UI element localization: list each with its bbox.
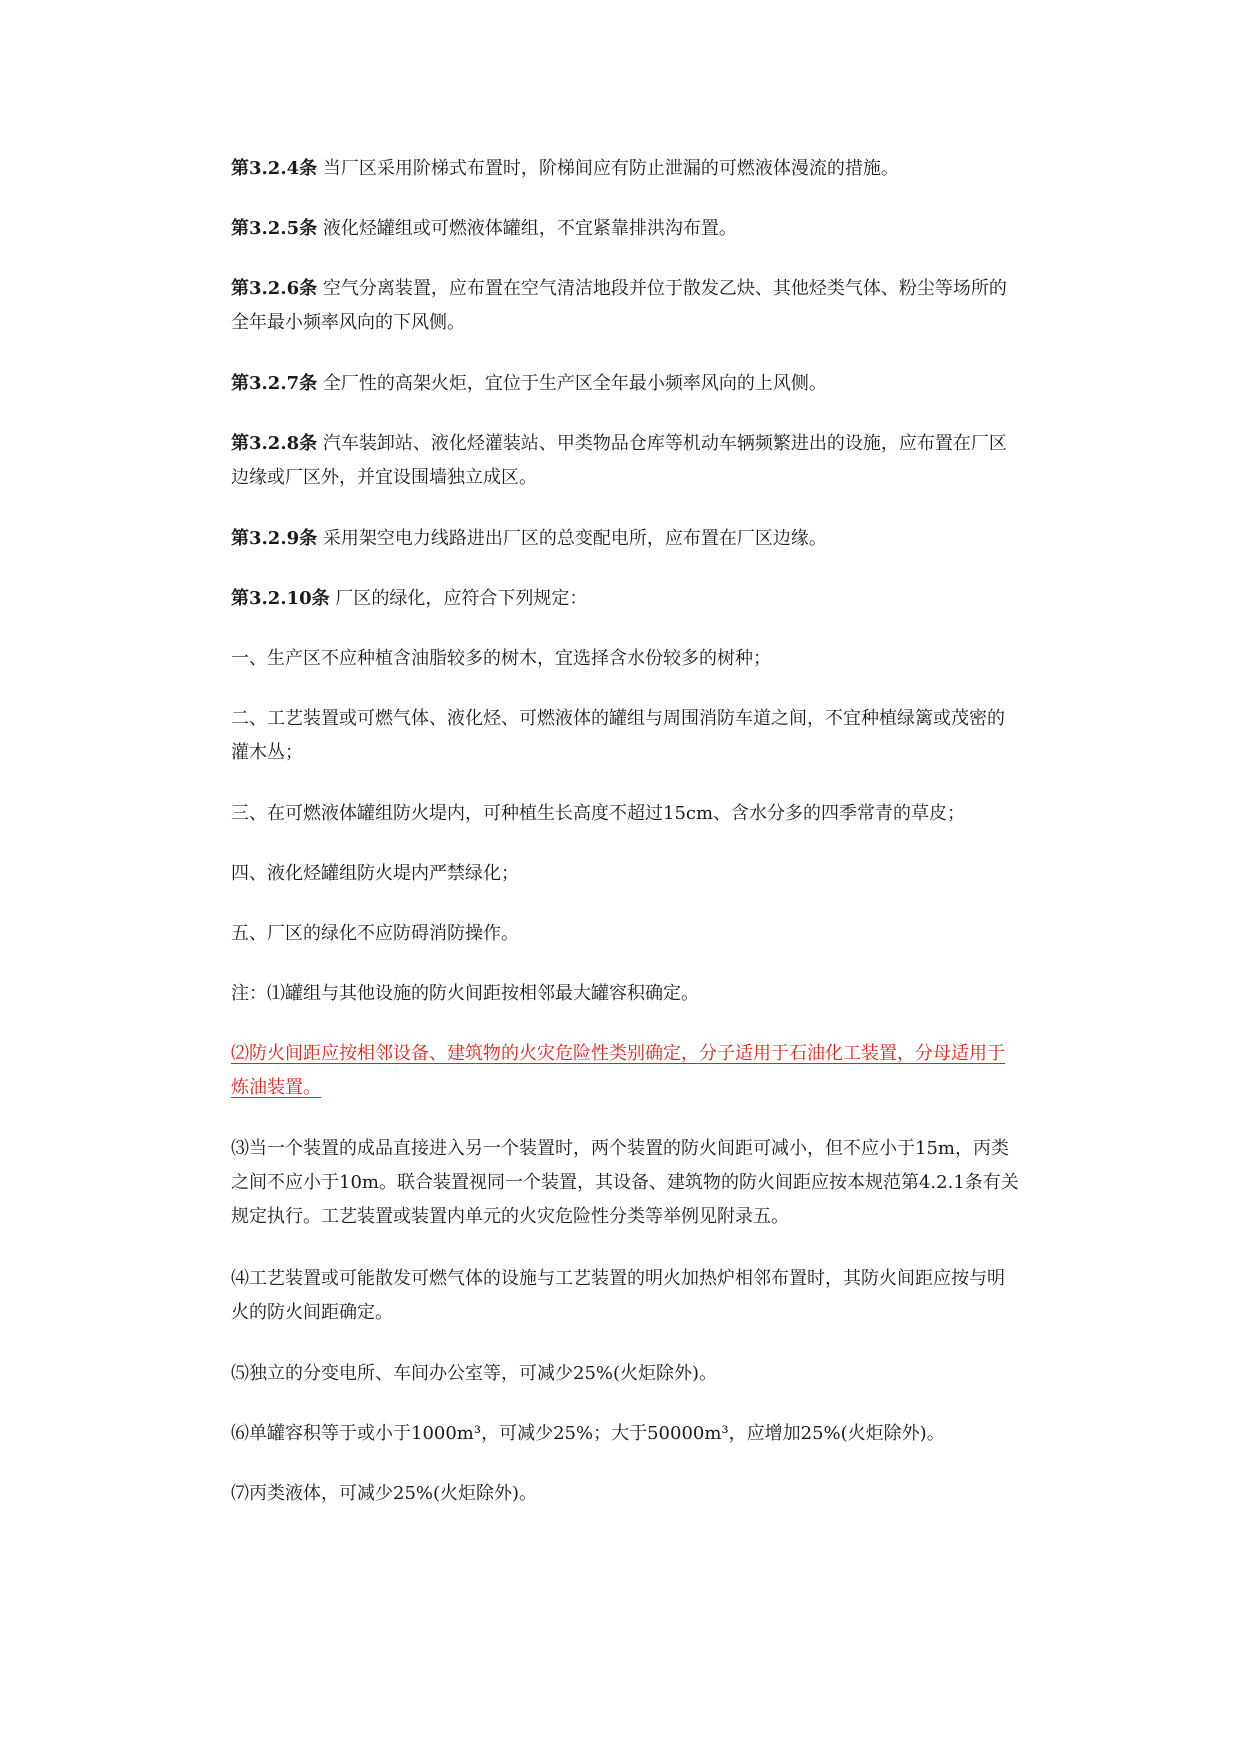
clause-label: 第3.2.7条	[231, 373, 318, 394]
list-item-4	[231, 857, 1019, 891]
list-item-5	[231, 917, 1019, 951]
note-text: ⑸独立的分变电所、车间办公室等，可减少25%(火炬除外)。	[231, 1363, 718, 1384]
note-text: ⑷工艺装置或可能散发可燃气体的设施与工艺装置的明火加热炉相邻布置时，其防火间距应按与明火的防火间距确定。	[231, 1268, 1005, 1323]
note-1	[231, 977, 1019, 1011]
clause-text: 当厂区采用阶梯式布置时，阶梯间应有防止泄漏的可燃液体漫流的措施。	[317, 158, 899, 179]
note-2-highlighted	[231, 1037, 1019, 1105]
clause-3-2-6	[231, 272, 1019, 340]
clause-text: 空气分离装置，应布置在空气清洁地段并位于散发乙炔、其他烃类气体、粉尘等场所的全年最小频率风向的下风侧。	[231, 278, 1007, 333]
list-item-text: 一、生产区不应种植含油脂较多的树木，宜选择含水份较多的树种；	[231, 648, 771, 669]
list-item-1	[231, 642, 1019, 676]
clause-text: 厂区的绿化，应符合下列规定：	[329, 588, 588, 609]
list-item-text: 三、在可燃液体罐组防火堤内，可种植生长高度不超过15cm、含水分多的四季常青的草皮；	[231, 803, 966, 824]
clause-3-2-7	[231, 367, 1019, 401]
clause-label: 第3.2.10条	[231, 588, 330, 609]
note-5	[231, 1357, 1019, 1391]
note-7	[231, 1477, 1019, 1511]
note-3	[231, 1132, 1019, 1234]
list-item-text: 二、工艺装置或可燃气体、液化烃、可燃液体的罐组与周围消防车道之间，不宜种植绿篱或茂密的灌木丛；	[231, 708, 1005, 763]
note-text: ⑹单罐容积等于或小于1000m³，可减少25%；大于50000m³，应增加25%(火炬除外)。	[231, 1423, 945, 1444]
note-text: ⑶当一个装置的成品直接进入另一个装置时，两个装置的防火间距可减小，但不应小于15m，丙类之间不应小于10m。联合装置视同一个装置，其设备、建筑物的防火间距应按本规范第4.2.1条有关规定执行。工艺装置或装置内单元的火灾危险性分类等举例见附录五。	[231, 1138, 1019, 1227]
note-4	[231, 1262, 1019, 1330]
clause-text: 全厂性的高架火炬，宜位于生产区全年最小频率风向的上风侧。	[317, 373, 827, 394]
clause-label: 第3.2.5条	[231, 218, 318, 239]
clause-text: 汽车装卸站、液化烃灌装站、甲类物品仓库等机动车辆频繁进出的设施，应布置在厂区边缘或厂区外，并宜设围墙独立成区。	[231, 433, 1007, 488]
clause-label: 第3.2.8条	[231, 433, 318, 454]
clause-text: 采用架空电力线路进出厂区的总变配电所，应布置在厂区边缘。	[317, 528, 827, 549]
clause-3-2-5	[231, 212, 1019, 246]
clause-3-2-8	[231, 427, 1019, 495]
list-item-3	[231, 797, 1019, 831]
list-item-2	[231, 702, 1019, 770]
note-text: ⑺丙类液体，可减少25%(火炬除外)。	[231, 1483, 538, 1504]
clause-3-2-10	[231, 582, 1019, 616]
note-text: ⑵防火间距应按相邻设备、建筑物的火灾危险性类别确定，分子适用于石油化工装置，分母适用于炼油装置。	[231, 1043, 1005, 1098]
clause-label: 第3.2.9条	[231, 528, 318, 549]
note-text: 注：⑴罐组与其他设施的防火间距按相邻最大罐容积确定。	[231, 983, 699, 1004]
clause-3-2-9	[231, 522, 1019, 556]
list-item-text: 四、液化烃罐组防火堤内严禁绿化；	[231, 863, 519, 884]
clause-3-2-4	[231, 152, 1019, 186]
clause-label: 第3.2.4条	[231, 158, 318, 179]
clause-text: 液化烃罐组或可燃液体罐组，不宜紧靠排洪沟布置。	[317, 218, 737, 239]
list-item-text: 五、厂区的绿化不应防碍消防操作。	[231, 923, 519, 944]
clause-label: 第3.2.6条	[231, 278, 318, 299]
note-6	[231, 1417, 1019, 1451]
